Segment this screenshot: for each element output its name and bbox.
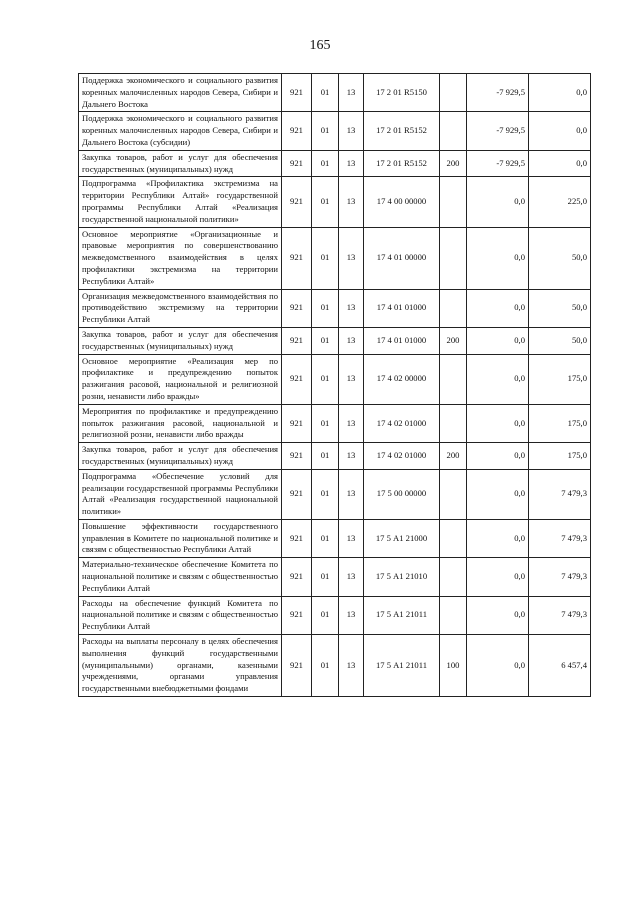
cell-name: Организация межведомственного взаимодействия по противодействию экстремизму на территории Республики Алтай [79,289,282,327]
cell-target-article: 17 4 02 01000 [364,443,440,470]
cell-expense-type [440,519,467,557]
cell-expense-type [440,74,467,112]
cell-target-article: 17 5 А1 21000 [364,519,440,557]
cell-name: Мероприятия по профилактике и предупреждению попыток разжигания расовой, национальной и религиозной розни, ненависти либо вражды [79,404,282,442]
table-row [79,354,591,404]
cell-admin-code: 921 [282,289,312,327]
cell-amount-total: 0,0 [529,74,591,112]
cell-expense-type [440,289,467,327]
cell-amount-change: 0,0 [467,635,529,697]
cell-amount-change: 0,0 [467,558,529,596]
cell-target-article: 17 4 00 00000 [364,177,440,227]
cell-section: 01 [312,150,339,177]
table-row [79,177,591,227]
cell-target-article: 17 2 01 R5152 [364,112,440,150]
cell-section: 01 [312,289,339,327]
table-row [79,404,591,442]
cell-amount-change: 0,0 [467,404,529,442]
cell-amount-total: 6 457,4 [529,635,591,697]
cell-target-article: 17 4 01 01000 [364,289,440,327]
cell-name: Закупка товаров, работ и услуг для обеспечения государственных (муниципальных) нужд [79,150,282,177]
page-number: 165 [309,38,331,53]
cell-expense-type: 200 [440,150,467,177]
cell-amount-total: 0,0 [529,112,591,150]
cell-name: Основное мероприятие «Реализация мер по профилактике и предупреждению попыток разжигания расовой, национальной и религиозной розни, ненависти либо вражды» [79,354,282,404]
cell-subsection: 13 [339,177,364,227]
cell-name: Закупка товаров, работ и услуг для обеспечения государственных (муниципальных) нужд [79,327,282,354]
cell-name: Поддержка экономического и социального развития коренных малочисленных народов Севера, Сибири и Дальнего Востока [79,74,282,112]
cell-subsection: 13 [339,596,364,634]
cell-expense-type [440,227,467,289]
cell-name: Расходы на выплаты персоналу в целях обеспечения выполнения функций государственными (муниципальными) органами, казенными учреждениями, органами управления государственными внебюджетными фондами [79,635,282,697]
cell-name: Закупка товаров, работ и услуг для обеспечения государственных (муниципальных) нужд [79,443,282,470]
cell-subsection: 13 [339,443,364,470]
cell-target-article: 17 5 00 00000 [364,469,440,519]
cell-admin-code: 921 [282,354,312,404]
cell-subsection: 13 [339,354,364,404]
cell-section: 01 [312,635,339,697]
cell-section: 01 [312,112,339,150]
table-row [79,519,591,557]
cell-name: Подпрограмма «Обеспечение условий для реализации государственной программы Республики Алтай «Реализация государственной национальной политики» [79,469,282,519]
cell-section: 01 [312,519,339,557]
table-row [79,112,591,150]
cell-target-article: 17 5 А1 21011 [364,635,440,697]
cell-expense-type [440,596,467,634]
cell-expense-type [440,177,467,227]
cell-target-article: 17 2 01 R5150 [364,74,440,112]
cell-subsection: 13 [339,289,364,327]
cell-target-article: 17 4 01 01000 [364,327,440,354]
cell-amount-change: 0,0 [467,327,529,354]
cell-admin-code: 921 [282,404,312,442]
cell-section: 01 [312,227,339,289]
cell-amount-change: 0,0 [467,443,529,470]
cell-section: 01 [312,177,339,227]
cell-admin-code: 921 [282,150,312,177]
cell-section: 01 [312,404,339,442]
cell-amount-total: 175,0 [529,404,591,442]
cell-amount-change: 0,0 [467,177,529,227]
cell-admin-code: 921 [282,596,312,634]
cell-amount-total: 50,0 [529,289,591,327]
cell-expense-type: 100 [440,635,467,697]
cell-expense-type [440,469,467,519]
cell-subsection: 13 [339,327,364,354]
cell-amount-total: 0,0 [529,150,591,177]
cell-name: Подпрограмма «Профилактика экстремизма на территории Республики Алтай» государственной программы Республики Алтай «Реализация государственной национальной политики» [79,177,282,227]
cell-section: 01 [312,443,339,470]
cell-admin-code: 921 [282,519,312,557]
cell-subsection: 13 [339,112,364,150]
cell-expense-type: 200 [440,443,467,470]
cell-amount-total: 50,0 [529,227,591,289]
cell-name: Повышение эффективности государственного управления в Комитете по национальной политике и связям с общественностью Республики Алтай [79,519,282,557]
cell-amount-total: 7 479,3 [529,469,591,519]
cell-amount-total: 225,0 [529,177,591,227]
cell-target-article: 17 5 А1 21010 [364,558,440,596]
cell-section: 01 [312,327,339,354]
cell-admin-code: 921 [282,443,312,470]
cell-admin-code: 921 [282,227,312,289]
cell-amount-change: 0,0 [467,227,529,289]
cell-name: Основное мероприятие «Организационные и правовые мероприятия по совершенствованию межведомственного взаимодействия в целях профилактики экстремизма на территории Республики Алтай» [79,227,282,289]
cell-subsection: 13 [339,469,364,519]
cell-section: 01 [312,354,339,404]
cell-expense-type [440,404,467,442]
cell-subsection: 13 [339,227,364,289]
table-row [79,635,591,697]
cell-target-article: 17 4 01 00000 [364,227,440,289]
cell-amount-change: 0,0 [467,289,529,327]
cell-expense-type: 200 [440,327,467,354]
cell-amount-change: -7 929,5 [467,74,529,112]
cell-section: 01 [312,596,339,634]
cell-amount-total: 50,0 [529,327,591,354]
table-row [79,469,591,519]
cell-target-article: 17 5 А1 21011 [364,596,440,634]
table-row [79,150,591,177]
table-body [79,74,591,697]
cell-amount-total: 7 479,3 [529,519,591,557]
cell-admin-code: 921 [282,635,312,697]
cell-target-article: 17 2 01 R5152 [364,150,440,177]
table-row [79,74,591,112]
cell-amount-total: 175,0 [529,443,591,470]
cell-section: 01 [312,469,339,519]
table-row [79,227,591,289]
cell-section: 01 [312,558,339,596]
table-row [79,596,591,634]
cell-amount-change: 0,0 [467,596,529,634]
cell-section: 01 [312,74,339,112]
cell-amount-change: 0,0 [467,519,529,557]
cell-admin-code: 921 [282,74,312,112]
cell-subsection: 13 [339,74,364,112]
cell-admin-code: 921 [282,177,312,227]
cell-amount-change: -7 929,5 [467,150,529,177]
cell-admin-code: 921 [282,558,312,596]
cell-target-article: 17 4 02 00000 [364,354,440,404]
table-row [79,558,591,596]
table-row [79,327,591,354]
budget-table [78,73,591,697]
cell-target-article: 17 4 02 01000 [364,404,440,442]
cell-admin-code: 921 [282,469,312,519]
cell-name: Поддержка экономического и социального развития коренных малочисленных народов Севера, Сибири и Дальнего Востока (субсидии) [79,112,282,150]
cell-amount-total: 7 479,3 [529,558,591,596]
cell-subsection: 13 [339,635,364,697]
cell-admin-code: 921 [282,327,312,354]
cell-subsection: 13 [339,519,364,557]
cell-admin-code: 921 [282,112,312,150]
cell-subsection: 13 [339,150,364,177]
cell-name: Материально-техническое обеспечение Комитета по национальной политике и связям с общественностью Республики Алтай [79,558,282,596]
cell-amount-change: 0,0 [467,354,529,404]
cell-amount-change: 0,0 [467,469,529,519]
cell-subsection: 13 [339,558,364,596]
table-row [79,443,591,470]
cell-amount-total: 175,0 [529,354,591,404]
cell-name: Расходы на обеспечение функций Комитета по национальной политике и связям с общественностью Республики Алтай [79,596,282,634]
cell-subsection: 13 [339,404,364,442]
table-row [79,289,591,327]
cell-expense-type [440,112,467,150]
cell-expense-type [440,354,467,404]
cell-amount-total: 7 479,3 [529,596,591,634]
cell-amount-change: -7 929,5 [467,112,529,150]
cell-expense-type [440,558,467,596]
